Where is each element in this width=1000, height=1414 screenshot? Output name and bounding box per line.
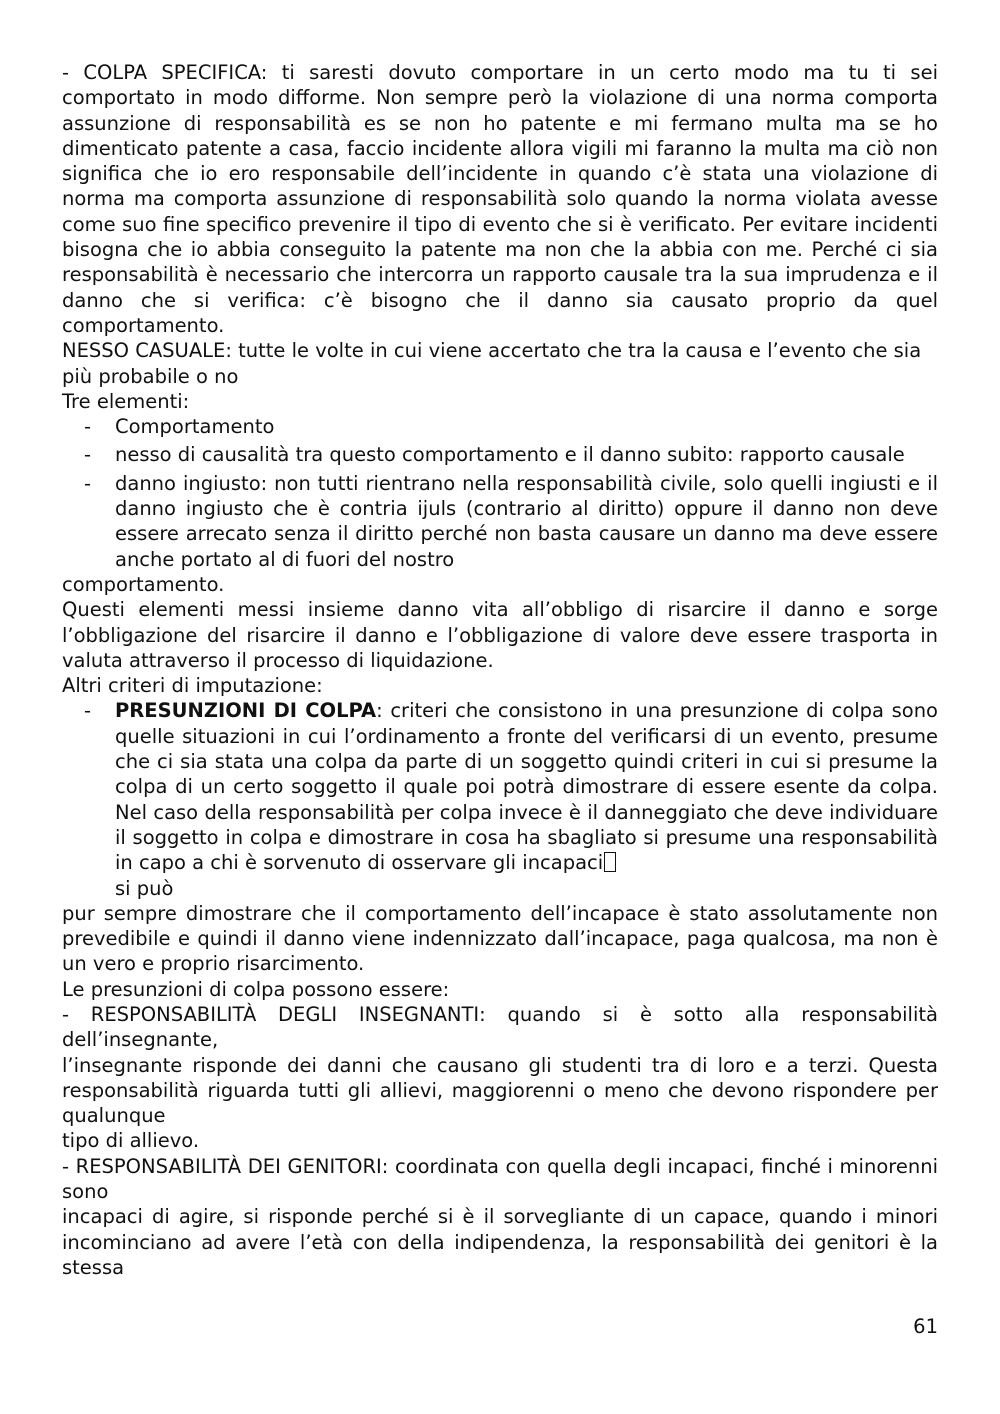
page-number: 61 [913, 1315, 938, 1338]
list-item [62, 414, 938, 439]
missing-glyph-icon [604, 852, 616, 872]
list-item-text: nesso di causalità tra questo comportamento e il danno subito: rapporto causale [115, 443, 905, 467]
paragraph-insegnante-risponde: l’insegnante risponde dei danni che causano gli studenti tra di loro e a terzi. Questa responsabilità riguarda tutti gli allievi, maggiorenni o meno che devono rispondere per qualunque [62, 1053, 938, 1128]
paragraph-incapaci-di-agire: incapaci di agire, si risponde perché si è il sorvegliante di un capace, quando i minori incominciano ad avere l’età con della indipendenza, la responsabilità dei genitori è la stessa [62, 1205, 938, 1279]
list-item [62, 698, 938, 900]
list-dash: - [84, 471, 92, 495]
list-item-text: : criteri che consistono in una presunzione di colpa sono quelle situazioni in cui l’ordinamento a fronte del verificarsi di un evento, presume che ci sia stata una colpa da parte di un soggetto quindi criteri in cui si presume la colpa di un certo soggetto il quale poi potrà dimostrare di essere esente da colpa. Nel caso della responsabilità per colpa invece è il danneggiato che deve individuare il soggetto in colpa e dimostrare in cosa ha sbagliato si presume una responsabilità in capo a chi è sorvenuto di osservare gli incapaci [115, 699, 938, 875]
paragraph-altri-criteri: Altri criteri di imputazione: [62, 674, 323, 698]
paragraph-responsabilita-genitori: - RESPONSABILITÀ DEI GENITORI: coordinata con quella degli incapaci, finché i minorenni sono [62, 1154, 938, 1204]
list-item [62, 442, 938, 467]
list-criteri [62, 698, 938, 900]
list-dash: - [84, 699, 92, 723]
term-presunzioni-di-colpa: PRESUNZIONI DI COLPA [115, 699, 377, 723]
paragraph-responsabilita-insegnanti: - RESPONSABILITÀ DEGLI INSEGNANTI: quando si è sotto alla responsabilità dell’insegnante, [62, 1002, 938, 1052]
list-item [62, 471, 938, 572]
paragraph-presunzioni: Le presunzioni di colpa possono essere: [62, 977, 450, 1001]
paragraph-tre-elementi: Tre elementi: [62, 389, 190, 413]
paragraph-colpa-specifica: - COLPA SPECIFICA: ti saresti dovuto comportare in un certo modo ma tu ti sei comportato in modo difforme. Non sempre però la violazione di una norma comporta assunzione di responsabilità es se non ho patente e mi fermano multa ma se ho dimenticato patente a casa, faccio incidente allora vigili mi faranno la multa ma ciò non significa che io ero responsabile dell’incidente in quando c’è stata una violazione di norma ma comporta assunzione di responsabilità solo quando la norma violata avesse come suo fine specifico prevenire il tipo di evento che si è verificato. Per evitare incidenti bisogna che io abbia conseguito la patente ma non che la abbia con me. Perché ci sia responsabilità è necessario che intercorra un rapporto causale tra la sua imprudenza e il danno che si verifica: c’è bisogno che il danno sia causato proprio da quel comportamento. [62, 61, 938, 337]
list-item-tail: si può [115, 876, 174, 900]
paragraph-elementi-insieme: Questi elementi messi insieme danno vita all’obbligo di risarcire il danno e sorge l’obbligazione del risarcire il danno e l’obbligazione di valore deve essere trasporta in valuta attraverso il processo di liquidazione. [62, 598, 938, 672]
document-page [62, 60, 938, 1280]
list-dash: - [84, 443, 92, 467]
paragraph-nesso-casuale: NESSO CASUALE: tutte le volte in cui viene accertato che tra la causa e l’evento che sia più probabile o no [62, 339, 922, 388]
paragraph-incapace: pur sempre dimostrare che il comportamento dell’incapace è stato assolutamente non prevedibile e quindi il danno viene indennizzato dall’incapace, paga qualcosa, ma non è un vero e proprio risarcimento. [62, 901, 938, 976]
paragraph-tipo-allievo: tipo di allievo. [62, 1129, 200, 1153]
paragraph-comportamento: comportamento. [62, 572, 225, 596]
list-elementi [62, 414, 938, 572]
list-dash: - [84, 415, 92, 439]
list-item-text: Comportamento [115, 415, 275, 439]
list-item-text: danno ingiusto: non tutti rientrano nella responsabilità civile, solo quelli ingiusti e il danno ingiusto che è contria ijuls (contrario al diritto) oppure il danno non deve essere arrecato senza il diritto perché non basta causare un danno ma deve essere anche portato al di fuori del nostro [115, 471, 938, 571]
